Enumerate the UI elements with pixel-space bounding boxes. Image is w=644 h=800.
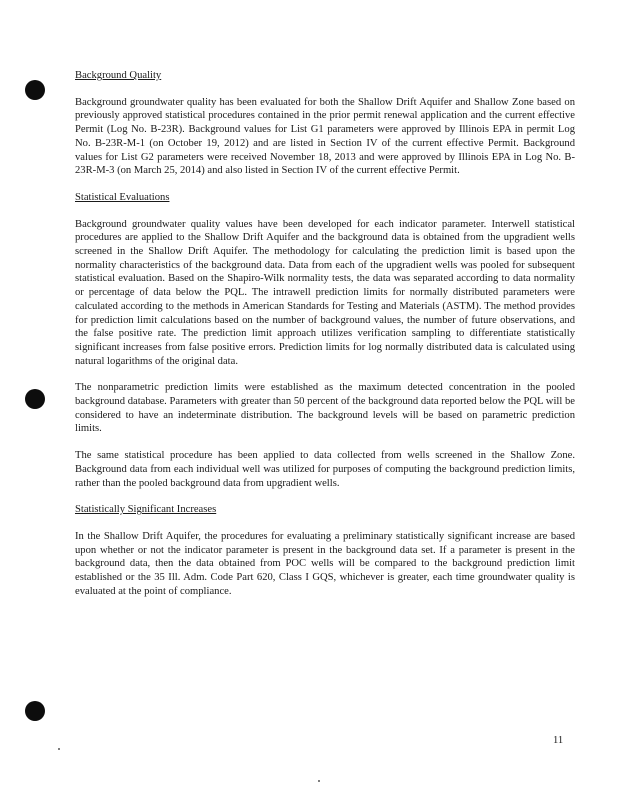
paragraph: The same statistical procedure has been applied to data collected from wells screened in the Shallow Zone. Background data from each individual well was utilized for purposes of computing the background prediction limits, rather than the pooled background data from upgradient wells. (75, 450, 575, 489)
section-heading-background-quality: Background Quality (75, 70, 162, 81)
scan-speck (58, 748, 60, 750)
binder-hole (25, 389, 45, 409)
page-number: 11 (553, 735, 564, 746)
paragraph: Background groundwater quality has been evaluated for both the Shallow Drift Aquifer and Shallow Zone based on previously approved statistical procedures contained in the prior permit renewal application and the current effective Permit (Log No. B-23R). Background values for List G1 parameters were approved by Illinois EPA in permit Log No. B-23R-M-1 (on October 19, 2012) and are listed in Section IV of the current effective Permit. Background values for List G2 parameters were received November 18, 2013 and were approved by Illinois EPA in Log No. B-23R-M-3 (on March 25, 2014) and also listed in Section IV of the current effective Permit. (75, 96, 575, 177)
binder-hole (25, 701, 45, 721)
binder-hole (25, 80, 45, 100)
scan-speck (318, 780, 320, 782)
paragraph: In the Shallow Drift Aquifer, the procedures for evaluating a preliminary statistically significant increase are based upon whether or not the indicator parameter is present in the background data set. If a parameter is present in the background data, then the data obtained from POC wells will be compared to the background prediction limit established or the 35 Ill. Adm. Code Part 620, Class I GQS, whichever is greater, each time groundwater quality is evaluated at the point of compliance. (75, 530, 575, 597)
document-body (75, 69, 575, 599)
paragraph: Background groundwater quality values have been developed for each indicator parameter. Interwell statistical procedures are applied to the Shallow Drift Aquifer and the background data is obtained from the upgradient wells screened in the Shallow Drift Aquifer. The methodology for calculating the prediction limit is based upon the normality characteristics of the background data. Data from each of the upgradient wells was pooled for subsequent statistical evaluation. Based on the Shapiro-Wilk normality tests, the data was separated according to data normality or percentage of data below the PQL. The intrawell prediction limits for normally distributed parameters were calculated according to the methods in American Standards for Testing and Materials (ASTM). The method provides for prediction limit calculations based on the number of background values, the number of future observations, and the false positive rate. The prediction limit approach utilizes verification sampling to differentiate statistically significant increases from false positive errors. Prediction limits for log normally distributed data is calculated using natural logarithms of the original data. (75, 218, 575, 367)
paragraph: The nonparametric prediction limits were established as the maximum detected concentration in the pooled background database. Parameters with greater than 50 percent of the background data reported below the PQL will be considered to have an indeterminate distribution. The background levels will be based on parametric prediction limits. (75, 382, 575, 435)
section-heading-statistical-evaluations: Statistical Evaluations (75, 191, 170, 203)
section-heading-statistically-significant-increases: Statistically Significant Increases (75, 504, 217, 516)
